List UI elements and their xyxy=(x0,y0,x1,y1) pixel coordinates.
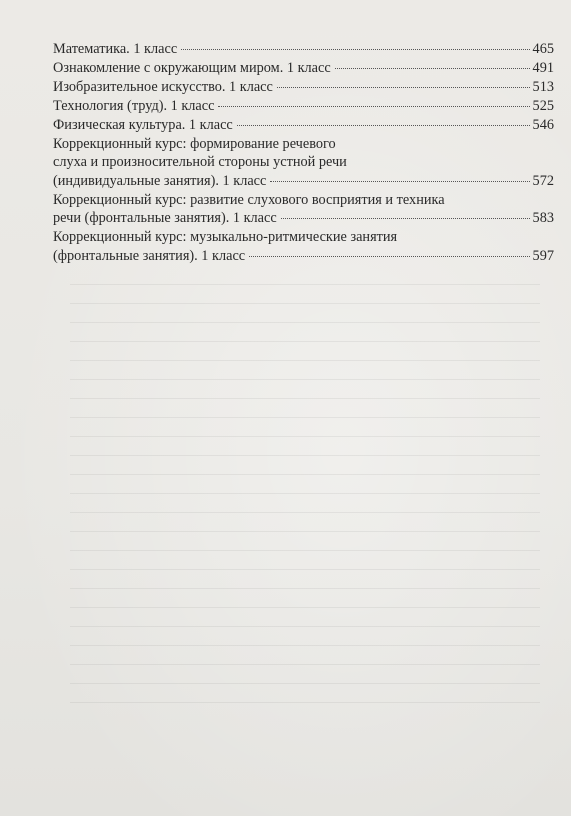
bleed-through-texture xyxy=(70,270,540,710)
dot-leader xyxy=(270,181,529,182)
dot-leader xyxy=(181,49,529,50)
toc-entry-title: Физическая культура. 1 класс xyxy=(53,116,233,133)
dot-leader xyxy=(281,218,530,219)
toc-entry-physical-education[interactable] xyxy=(53,116,554,135)
toc-entry-title-line: Коррекционный курс: формирование речевого xyxy=(53,135,336,152)
toc-entry-art[interactable] xyxy=(53,78,554,97)
toc-page-number: 491 xyxy=(532,59,554,76)
toc-page-number: 572 xyxy=(532,172,554,189)
toc-page-number: 546 xyxy=(532,116,554,133)
toc-page-number: 513 xyxy=(532,78,554,95)
toc-entry-title: Изобразительное искусство. 1 класс xyxy=(53,78,273,95)
toc-entry-title-line: (индивидуальные занятия). 1 класс xyxy=(53,172,267,189)
dot-leader xyxy=(218,106,529,107)
toc-entry-mathematics[interactable] xyxy=(53,40,554,59)
dot-leader xyxy=(249,256,529,257)
toc-entry-technology[interactable] xyxy=(53,97,554,116)
toc-page-number: 525 xyxy=(532,97,554,114)
toc-entry-music-rhythm[interactable] xyxy=(53,228,554,265)
toc-page-number: 465 xyxy=(532,41,554,57)
table-of-contents xyxy=(53,40,554,266)
dot-leader xyxy=(335,68,530,69)
toc-entry-title-line: Коррекционный курс: развитие слухового восприятия и техника xyxy=(53,191,445,208)
toc-entry-title-line: речи (фронтальные занятия). 1 класс xyxy=(53,210,277,227)
toc-entry-title-line: (фронтальные занятия). 1 класс xyxy=(53,248,246,265)
dot-leader xyxy=(237,125,530,126)
toc-page-number: 583 xyxy=(532,210,554,227)
toc-entry-speech-hearing[interactable] xyxy=(53,135,554,191)
toc-entry-title-line: Коррекционный курс: музыкально-ритмические занятия xyxy=(53,229,398,246)
toc-entry-title-line: слуха и произносительной стороны устной речи xyxy=(53,154,347,171)
dot-leader xyxy=(277,87,530,88)
toc-entry-auditory-perception[interactable] xyxy=(53,191,554,228)
toc-entry-title: Технология (труд). 1 класс xyxy=(53,97,215,114)
toc-entry-title: Математика. 1 класс xyxy=(53,41,178,57)
toc-entry-title: Ознакомление с окружающим миром. 1 класс xyxy=(53,59,331,76)
toc-page-number: 597 xyxy=(532,248,554,265)
toc-entry-world[interactable] xyxy=(53,59,554,78)
